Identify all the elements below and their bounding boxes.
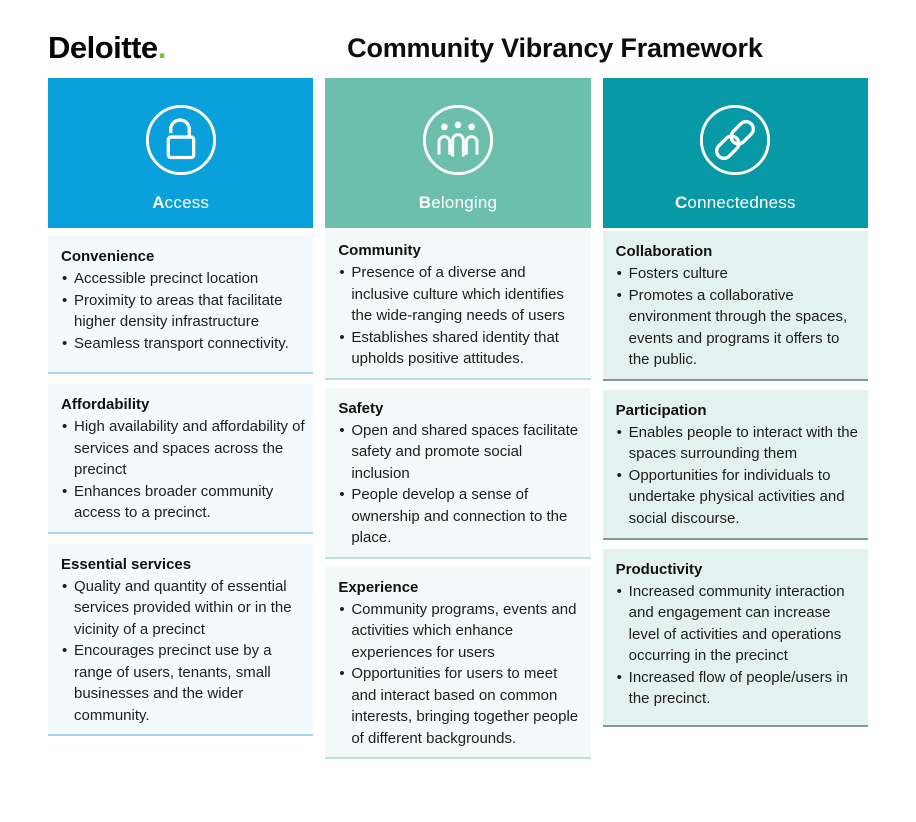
top-bar bbox=[48, 30, 866, 66]
section-heading: Essential services bbox=[61, 555, 192, 573]
access-label-initial: A bbox=[152, 193, 165, 212]
bullet-list bbox=[61, 268, 305, 354]
deloitte-logo bbox=[48, 30, 166, 66]
section-heading: Affordability bbox=[61, 396, 150, 413]
section-collaboration bbox=[603, 231, 868, 381]
bullet-list bbox=[61, 416, 305, 524]
column-belonging bbox=[325, 78, 590, 759]
deloitte-logo-text: Deloitte bbox=[48, 30, 158, 65]
people-group-icon bbox=[421, 103, 495, 177]
bullet-item: • Proximity to areas that facilitate higher density infrastructure bbox=[61, 290, 305, 333]
belonging-header bbox=[325, 78, 590, 228]
section-heading: Participation bbox=[615, 401, 707, 419]
connectedness-label-rest: onnectedness bbox=[687, 193, 796, 212]
bullet-item: • People develop a sense of ownership and connection to the place. bbox=[338, 484, 582, 549]
bullet-list bbox=[61, 576, 305, 727]
bullet-item: • Community programs, events and activities which enhance experiences for users bbox=[338, 599, 582, 664]
page-title: Community Vibrancy Framework bbox=[347, 32, 763, 63]
bullet-item: • Increased community interaction and engagement can increase level of activities and operations occurring in the precinct bbox=[616, 581, 860, 667]
access-header bbox=[48, 78, 313, 228]
section-community bbox=[325, 230, 590, 380]
access-label bbox=[152, 193, 209, 213]
section-heading: Productivity bbox=[615, 560, 703, 578]
section-heading: Safety bbox=[338, 399, 384, 417]
section-heading: Convenience bbox=[61, 248, 155, 265]
bullet-list bbox=[338, 599, 582, 750]
section-experience bbox=[325, 567, 590, 760]
unlocked-padlock-icon bbox=[144, 103, 218, 177]
framework-columns bbox=[48, 78, 868, 759]
connectedness-label bbox=[675, 193, 796, 213]
belonging-label-rest: elonging bbox=[431, 193, 498, 212]
section-affordability bbox=[48, 384, 313, 534]
deloitte-logo-dot: . bbox=[157, 30, 166, 65]
bullet-item: • Enables people to interact with the spaces surrounding them bbox=[616, 422, 860, 465]
bullet-item: • Opportunities for individuals to undertake physical activities and social discourse. bbox=[616, 465, 860, 530]
bullet-item: • Enhances broader community access to a precinct. bbox=[61, 481, 305, 524]
section-productivity bbox=[603, 549, 868, 727]
access-label-rest: ccess bbox=[164, 193, 210, 212]
belonging-label bbox=[419, 193, 497, 213]
bullet-item: • Fosters culture bbox=[616, 263, 860, 285]
bullet-list bbox=[616, 263, 860, 371]
bullet-list bbox=[616, 581, 860, 710]
section-heading: Community bbox=[338, 242, 421, 259]
bullet-item: • Accessible precinct location bbox=[61, 268, 305, 290]
connectedness-header bbox=[603, 78, 868, 228]
bullet-list bbox=[338, 262, 582, 370]
bullet-item: • Opportunities for users to meet and interact based on common interests, bringing together people of different backgrounds. bbox=[338, 663, 582, 749]
section-convenience bbox=[48, 236, 313, 374]
bullet-item: • Quality and quantity of essential services provided within or in the vicinity of a precinct bbox=[61, 576, 305, 641]
bullet-item: • Encourages precinct use by a range of users, tenants, small businesses and the wider community. bbox=[61, 640, 305, 726]
bullet-item: • Establishes shared identity that upholds positive attitudes. bbox=[338, 327, 582, 370]
connectedness-label-initial: C bbox=[674, 193, 688, 212]
bullet-item: • Presence of a diverse and inclusive culture which identifies the wide-ranging needs of users bbox=[338, 262, 582, 327]
bullet-list bbox=[338, 420, 582, 549]
column-access bbox=[48, 78, 313, 759]
chain-link-icon bbox=[698, 103, 772, 177]
bullet-item: • Open and shared spaces facilitate safety and promote social inclusion bbox=[338, 420, 582, 485]
bullet-item: • Promotes a collaborative environment through the spaces, events and programs it offers to the public. bbox=[616, 285, 860, 371]
section-heading: Experience bbox=[338, 578, 419, 596]
section-essential-services bbox=[48, 544, 313, 737]
section-safety bbox=[325, 388, 590, 559]
bullet-item: • Seamless transport connectivity. bbox=[61, 333, 305, 355]
bullet-item: • High availability and affordability of services and spaces across the precinct bbox=[61, 416, 305, 481]
section-heading: Collaboration bbox=[615, 243, 713, 260]
belonging-label-initial: B bbox=[418, 193, 432, 212]
bullet-item: • Increased flow of people/users in the precinct. bbox=[616, 667, 860, 710]
bullet-list bbox=[616, 422, 860, 530]
section-participation bbox=[603, 390, 868, 540]
column-connectedness bbox=[603, 78, 868, 759]
